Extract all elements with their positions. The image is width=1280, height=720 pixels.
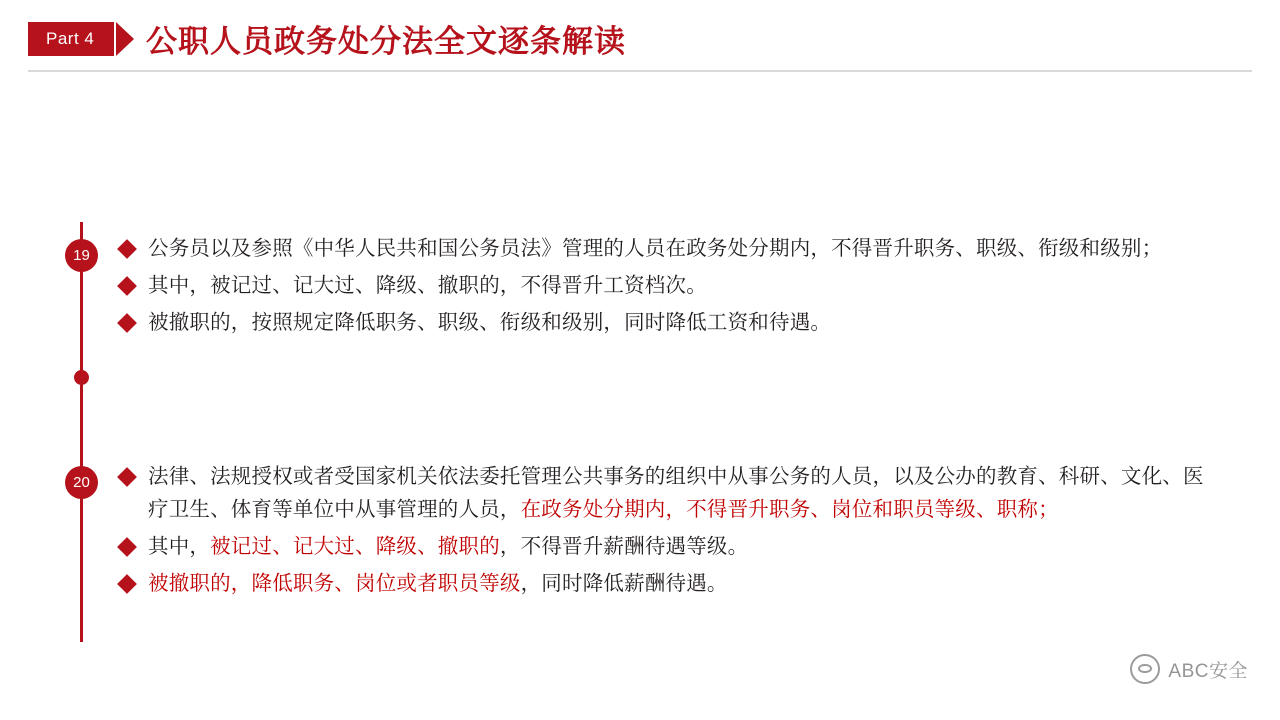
- bullet-text: 被撤职的，降低职务、岗位或者职员等级，同时降低薪酬待遇。: [148, 572, 728, 595]
- bullet-text: 其中，被记过、记大过、降级、撤职的，不得晋升工资档次。: [148, 274, 707, 297]
- bullet-item: [120, 232, 1210, 265]
- bullet-text: 被撤职的，按照规定降低职务、职级、衔级和级别，同时降低工资和待遇。: [148, 311, 832, 334]
- content-block-19: [120, 232, 1210, 343]
- part-badge-label: Part 4: [46, 29, 95, 48]
- watermark: [1130, 654, 1248, 684]
- part-badge: [28, 22, 114, 56]
- diamond-bullet-icon: [117, 537, 137, 557]
- diamond-bullet-icon: [117, 313, 137, 333]
- bullet-text: 公务员以及参照《中华人民共和国公务员法》管理的人员在政务处分期内，不得晋升职务、职级、衔级和级别；: [148, 237, 1163, 260]
- diamond-bullet-icon: [117, 467, 137, 487]
- diamond-bullet-icon: [117, 276, 137, 296]
- slide-header: [0, 0, 1280, 76]
- diamond-bullet-icon: [117, 574, 137, 594]
- bullet-text: 其中，被记过、记大过、降级、撤职的，不得晋升薪酬待遇等级。: [148, 535, 749, 558]
- bullet-item: [120, 530, 1210, 563]
- watermark-label: ABC安全: [1168, 660, 1248, 682]
- bottom-bar: [0, 714, 1280, 720]
- timeline-marker-20: 20: [65, 466, 98, 499]
- wechat-account-icon: [1130, 654, 1160, 684]
- timeline-line: [80, 222, 83, 642]
- page-title: 公职人员政务处分法全文逐条解读: [146, 24, 626, 59]
- bullet-item: [120, 460, 1210, 526]
- diamond-bullet-icon: [117, 239, 137, 259]
- bullet-text: 法律、法规授权或者受国家机关依法委托管理公共事务的组织中从事公务的人员，以及公办的教育、科研、文化、医疗卫生、体育等单位中从事管理的人员，在政务处分期内，不得晋升职务、岗位和职员等级、职称；: [148, 465, 1204, 521]
- bullet-item: [120, 306, 1210, 339]
- bullet-item: [120, 269, 1210, 302]
- timeline-dot: [74, 370, 89, 385]
- content-block-20: [120, 460, 1210, 604]
- bullet-item: [120, 567, 1210, 600]
- timeline-marker-19: 19: [65, 239, 98, 272]
- part-badge-arrow: [116, 22, 134, 56]
- header-divider: [28, 70, 1252, 72]
